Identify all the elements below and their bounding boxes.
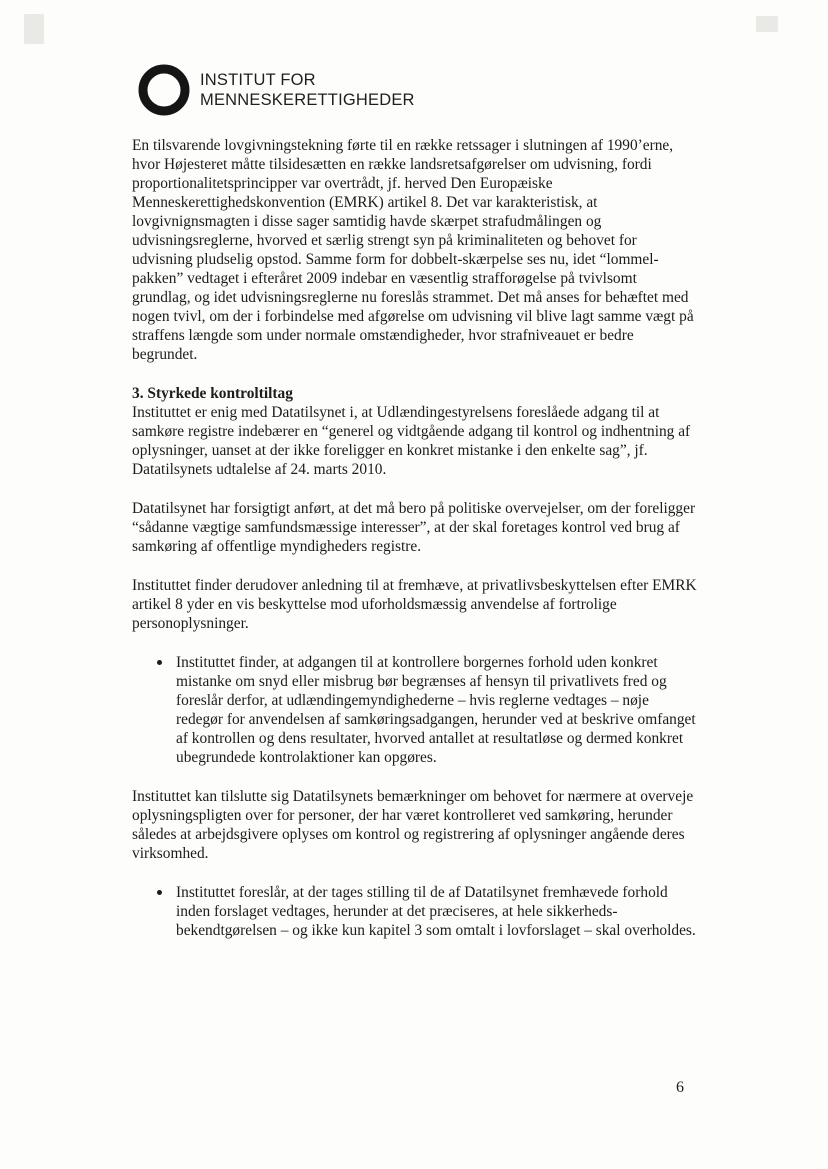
logo-line-2: MENNESKERETTIGHEDER	[200, 91, 415, 109]
section-heading: 3. Styrkede kontroltiltag	[132, 385, 293, 402]
scan-artifact	[24, 14, 44, 44]
bullet-item-1	[132, 653, 697, 767]
bullet-item-2	[132, 883, 697, 940]
bullet-text-1: Instituttet finder, at adgangen til at kontrollere borgernes forhold uden konkret mistanke om snyd eller misbrug bør begrænses af hensyn til privatlivets fred og foreslår derfor, at udlændingemyndighederne – hvis reglerne vedtages – nøje redegør for anvendelsen af samkøringsadgangen, herunder ved at beskrive omfanget af kontrollen og dens resultater, hvorved antallet at resultatløse og dermed konkret ubegrundede kontrolaktioner kan opgøres.	[176, 654, 696, 766]
institute-name	[200, 70, 415, 110]
bullet-icon	[157, 890, 162, 895]
paragraph-1: En tilsvarende lovgivningstekning førte til en række retssager i slutningen af 1990’erne, hvor Højesteret måtte tilsidesætten en række landsretsafgørelser om udvisning, fordi proportionalitetsprincipper var overtrådt, jf. herved Den Europæiske Menneskerettighedskonvention (EMRK) artikel 8. Det var karakteristisk, at lovgivnignsmagten i disse sager samtidig havde skærpet strafudmålingen og udvisningsreglerne, hvorved et særlig strengt syn på kriminaliteten og behovet for udvisning pludselig opstod. Samme form for dobbelt-skærpelse ses nu, idet “lommel-pakken” vedtaget i efteråret 2009 indebar en væsentlig strafforøgelse på tvivlsomt grundlag, og idet udvisningsreglerne nu foreslås strammet. Det må anses for behæftet med nogen tvivl, om der i forbindelse med afgørelse om udvisning vil blive lagt samme vægt på straffens længde som under normale omstændigheder, hvor strafniveauet er bedre begrundet.	[132, 137, 694, 363]
scan-artifact	[756, 16, 778, 32]
circle-ring-logo-icon	[136, 62, 192, 118]
bullet-list-1	[132, 653, 697, 767]
bullet-list-2	[132, 883, 697, 940]
bullet-icon	[157, 660, 162, 665]
document-body	[132, 136, 697, 960]
paragraph-4: Instituttet finder derudover anledning til at fremhæve, at privatlivsbeskyttelsen efter EMRK artikel 8 yder en vis beskyttelse mod uforholdsmæssig anvendelse af fortrolige personoplysninger.	[132, 577, 697, 632]
paragraph-5: Instituttet kan tilslutte sig Datatilsynets bemærkninger om behovet for nærmere at overveje oplysningspligten over for personer, der har været kontrolleret ved samkøring, herunder således at arbejdsgivere oplyses om kontrol og registrering af oplysninger angående deres virksomhed.	[132, 788, 694, 862]
bullet-text-2: Instituttet foreslår, at der tages stilling til de af Datatilsynet fremhævede forhold inden forslaget vedtages, herunder at det præciseres, at hele sikkerheds-bekendtgørelsen – og ikke kun kapitel 3 som omtalt i lovforslaget – skal overholdes.	[176, 884, 696, 939]
paragraph-2: Instituttet er enig med Datatilsynet i, at Udlændingestyrelsens foreslåede adgang til at samkøre registre indebærer en “generel og vidtgående adgang til kontrol og indhentning af oplysninger, uanset at der ikke foreligger en konkret mistanke i den enkelte sag”, jf. Datatilsynets udtalelse af 24. marts 2010.	[132, 404, 691, 478]
paragraph-3: Datatilsynet har forsigtigt anført, at det må bero på politiske overvejelser, om der foreligger “sådanne vægtige samfundsmæssige interesser”, at der skal foretages kontrol ved brug af samkøring af offentlige myndigheders registre.	[132, 500, 696, 555]
institute-logo	[136, 62, 415, 118]
logo-line-1: INSTITUT FOR	[200, 71, 316, 89]
page-number: 6	[676, 1079, 684, 1096]
